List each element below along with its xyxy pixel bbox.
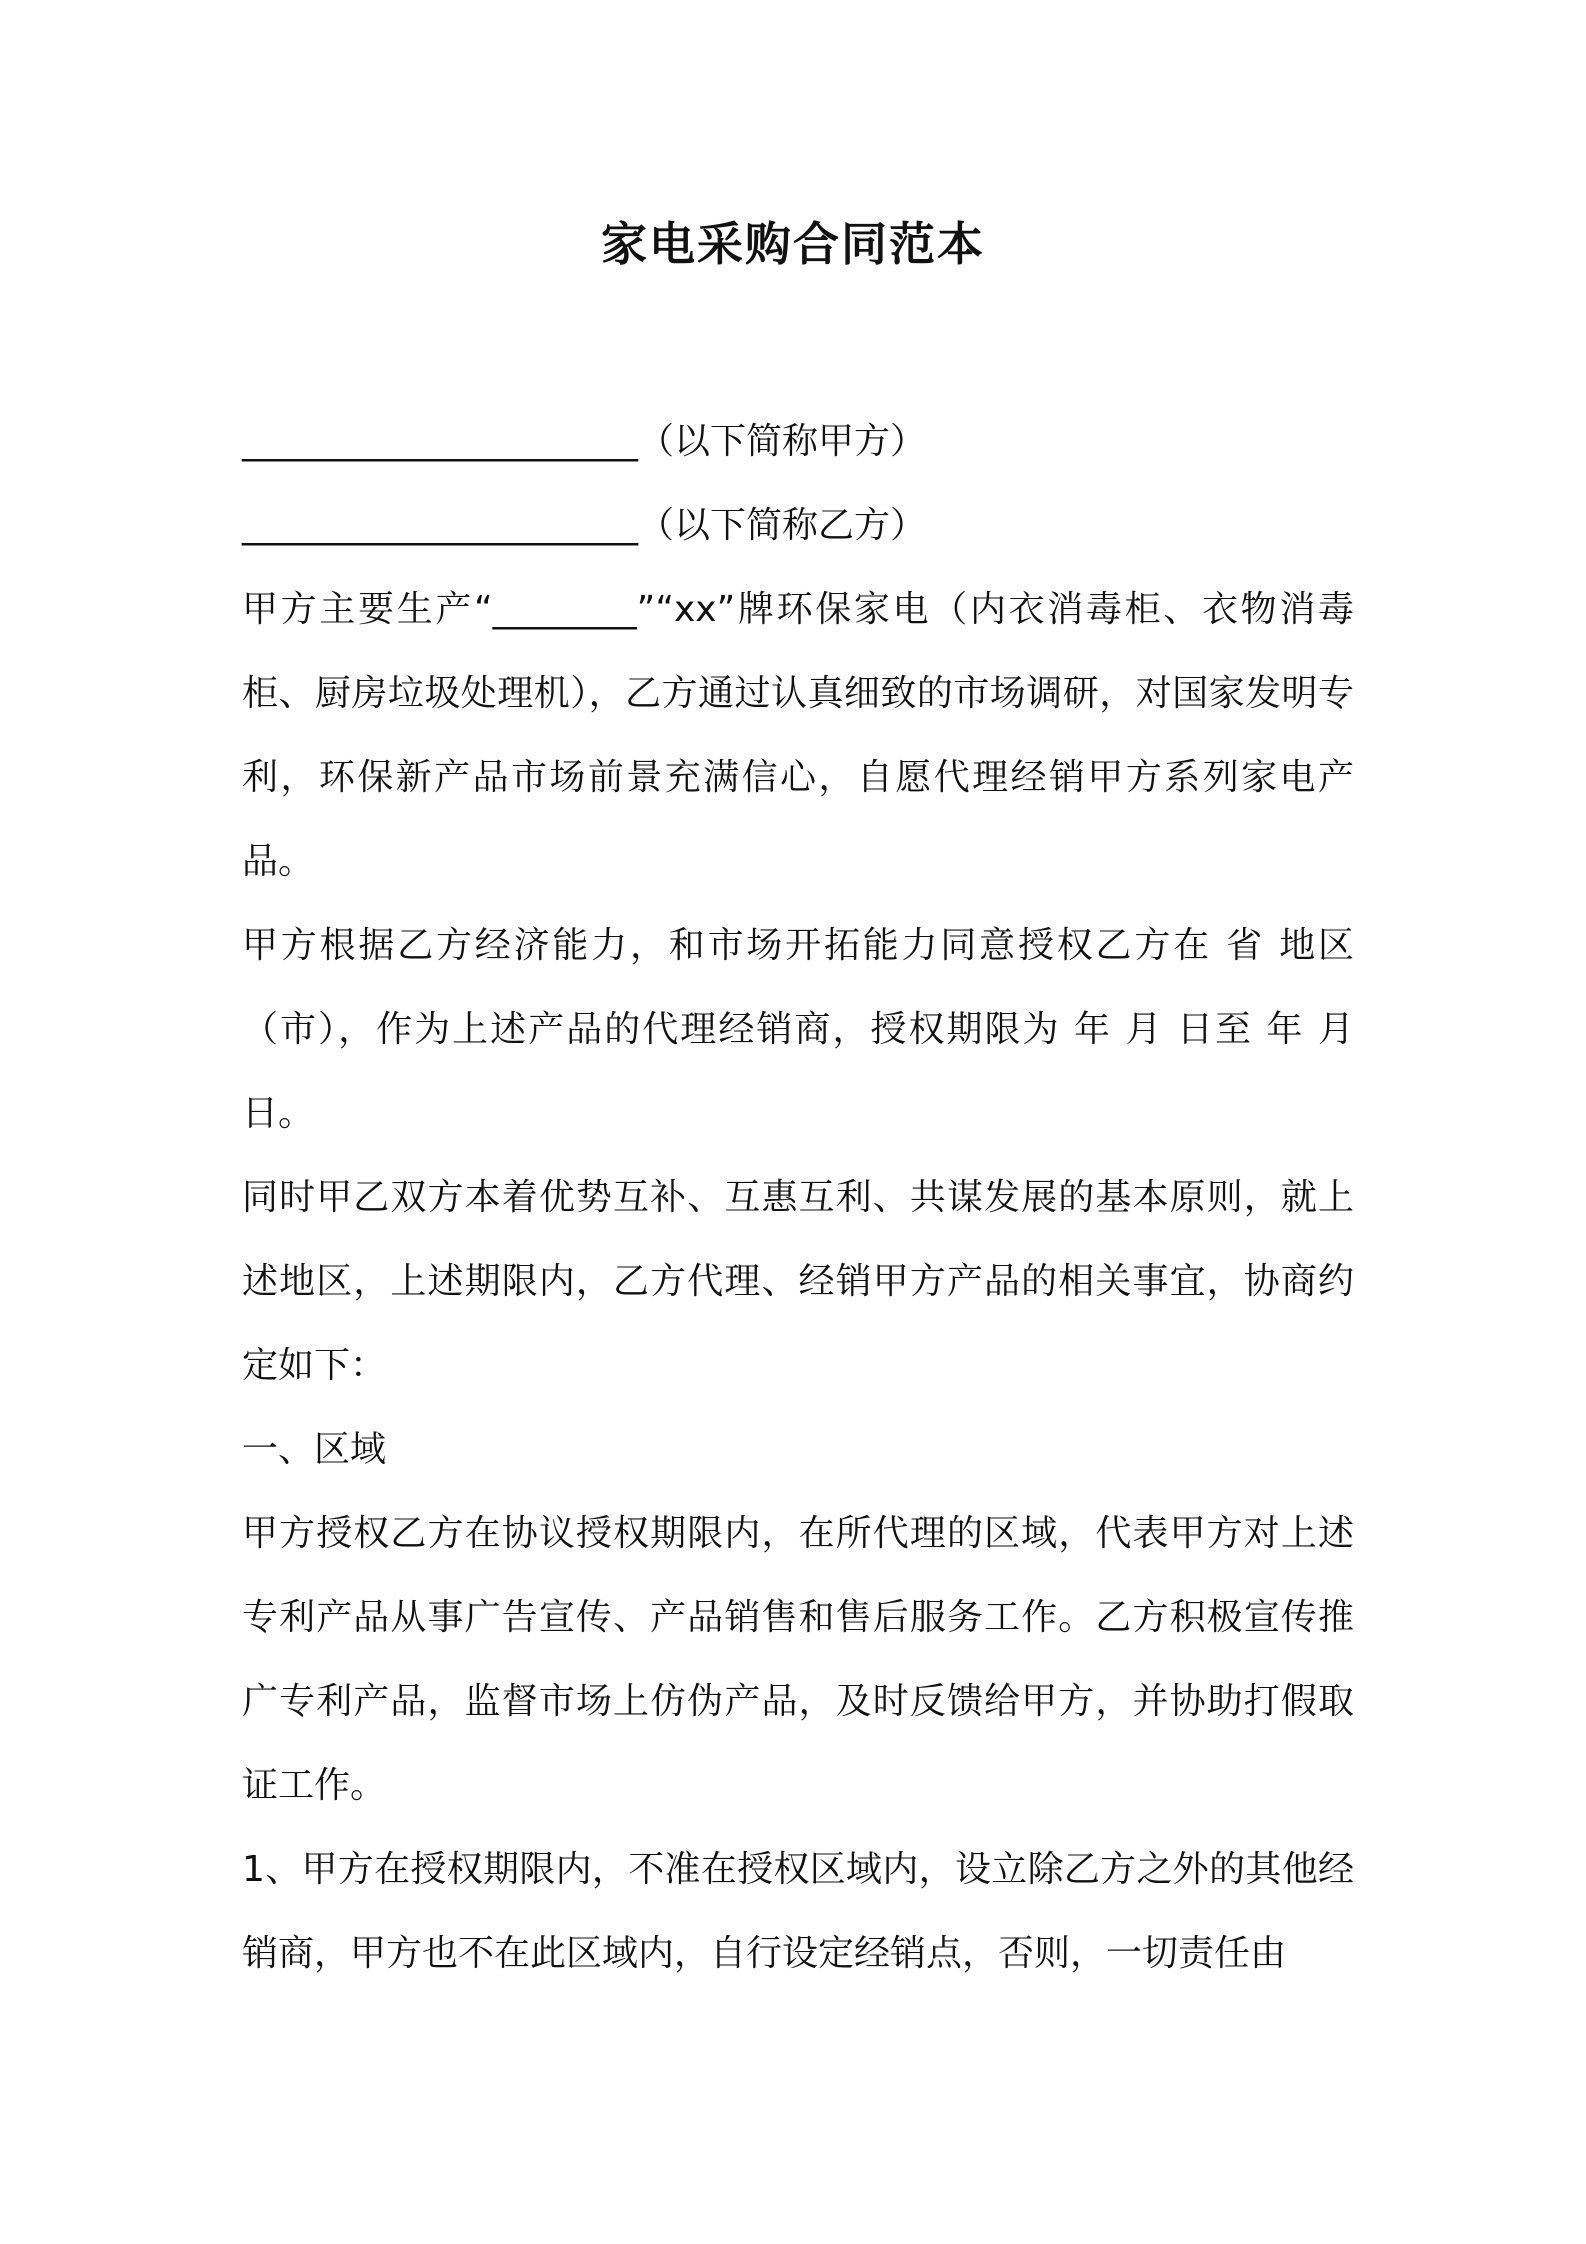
document-body [242, 400, 1354, 1996]
document-title: 家电采购合同范本 [601, 217, 985, 271]
section-heading-region: 一、区域 [242, 1429, 387, 1470]
paragraph-region-duties: 甲方授权乙方在协议授权期限内，在所代理的区域，代表甲方对上述专利产品从事广告宣传、产品销售和售后服务工作。乙方积极宣传推广专利产品，监督市场上仿伪产品，及时反馈给甲方，并协助打假取证工作。 [242, 1513, 1354, 1806]
paragraph-intro: 甲方主要生产“________”“xx”牌环保家电（内衣消毒柜、衣物消毒柜、厨房垃圾处理机），乙方通过认真细致的市场调研，对国家发明专利，环保新产品市场前景充满信心，自愿代理经销甲方系列家电产品。 [242, 589, 1354, 882]
party-b-line: ______________________（以下简称乙方） [242, 505, 927, 546]
paragraph-authorization: 甲方根据乙方经济能力，和市场开拓能力同意授权乙方在 省 地区（市），作为上述产品的代理经销商，授权期限为 年 月 日至 年 月 日。 [242, 925, 1354, 1134]
party-a-line: ______________________（以下简称甲方） [242, 421, 927, 462]
clause-1: 1、甲方在授权期限内，不准在授权区域内，设立除乙方之外的其他经销商，甲方也不在此区域内，自行设定经销点，否则，一切责任由 [242, 1849, 1354, 1974]
paragraph-principles: 同时甲乙双方本着优势互补、互惠互利、共谋发展的基本原则，就上述地区，上述期限内，乙方代理、经销甲方产品的相关事宜，协商约定如下： [242, 1177, 1354, 1386]
